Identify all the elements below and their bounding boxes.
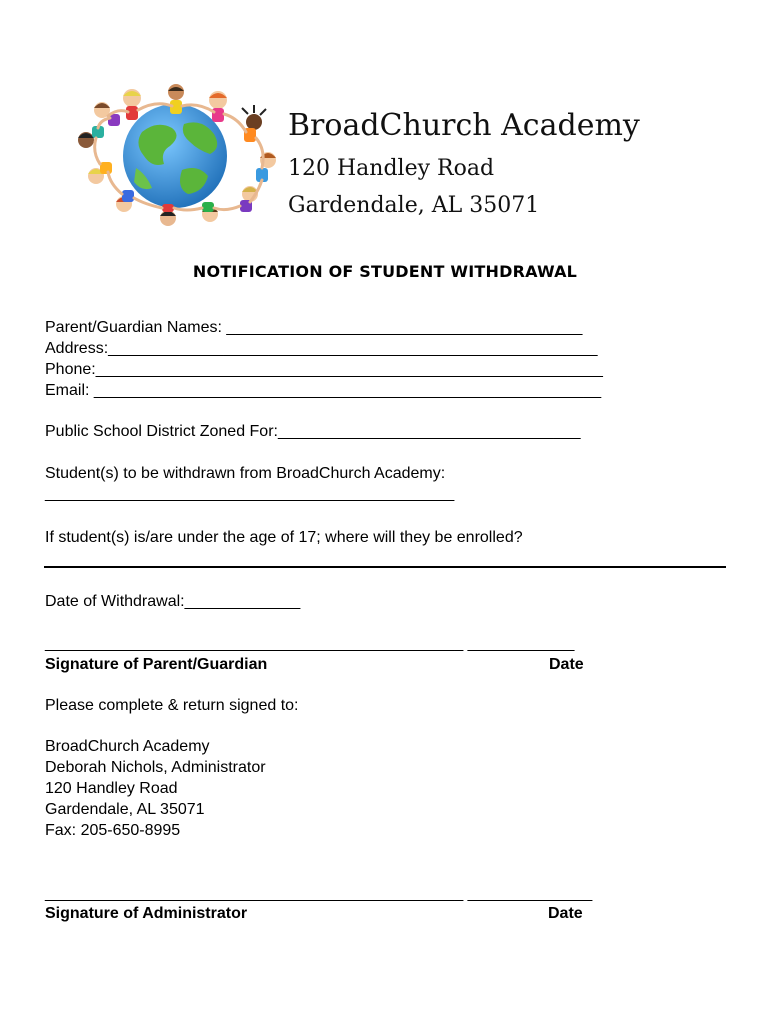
district-field[interactable]: Public School District Zoned For:__________________________________ [45,423,581,440]
email-field[interactable]: Email: _________________________________________________________ [45,382,602,399]
org-address-city: Gardendale, AL 35071 [288,193,540,218]
students-label: Student(s) to be withdrawn from BroadChurch Academy: [45,465,446,482]
return-city: Gardendale, AL 35071 [45,801,205,818]
phone-field[interactable]: Phone:_________________________________________________________ [45,361,603,378]
admin-signature-label: Signature of Administrator [45,905,248,922]
return-fax: Fax: 205-650-8995 [45,822,181,839]
globe-icon [123,104,227,208]
org-address-street: 120 Handley Road [288,156,495,181]
return-org-name: BroadChurch Academy [45,738,210,755]
document-title: NOTIFICATION OF STUDENT WITHDRAWAL [192,262,578,281]
return-instruction: Please complete & return signed to: [45,697,299,714]
admin-date-label: Date [548,905,583,922]
enrollment-question: If student(s) is/are under the age of 17; where will they be enrolled? [45,529,523,546]
admin-signature-line[interactable]: _______________________________________________ ______________ [45,885,593,902]
org-name: BroadChurch Academy [288,108,640,143]
parent-date-label: Date [549,656,584,673]
parent-names-field[interactable]: Parent/Guardian Names: ________________________________________ [45,319,583,336]
withdrawal-date-field[interactable]: Date of Withdrawal:_____________ [45,593,301,610]
enrollment-answer-line[interactable] [44,566,726,568]
students-field[interactable]: ______________________________________________ [45,485,455,502]
address-field[interactable]: Address:_______________________________________________________ [45,340,598,357]
parent-signature-label: Signature of Parent/Guardian [45,656,268,673]
parent-signature-line[interactable]: _______________________________________________ ____________ [45,635,575,652]
academy-logo [72,84,282,226]
return-street: 120 Handley Road [45,780,178,797]
return-administrator: Deborah Nichols, Administrator [45,759,266,776]
